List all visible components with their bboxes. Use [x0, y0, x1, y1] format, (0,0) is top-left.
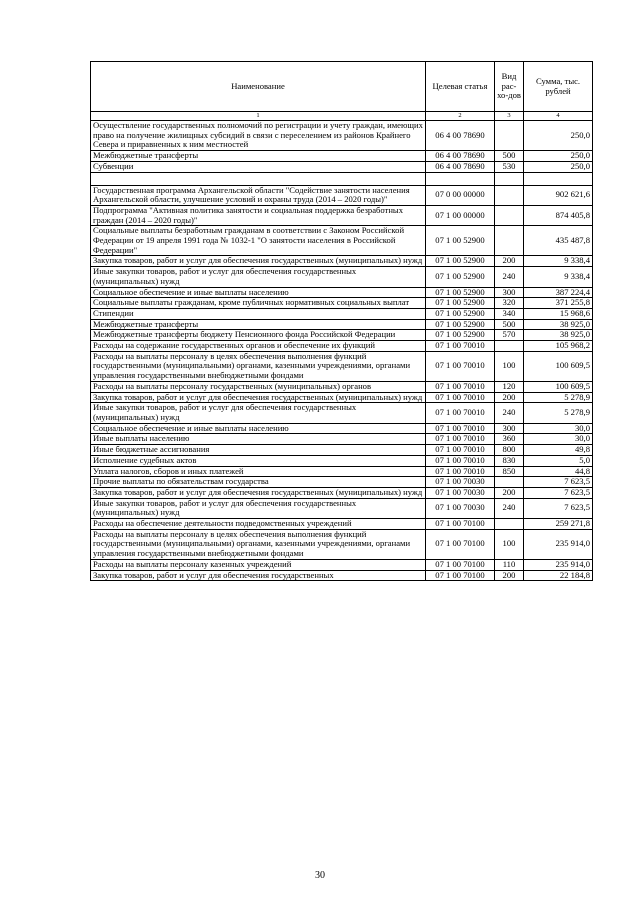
row-code-cell: 07 1 00 70010	[426, 445, 495, 456]
empty-cell	[426, 172, 495, 185]
row-name-cell: Прочие выплаты по обязательствам государства	[91, 477, 426, 488]
row-code-cell: 07 1 00 70010	[426, 434, 495, 445]
table-row	[91, 341, 593, 352]
row-code-cell: 07 1 00 70010	[426, 403, 495, 423]
row-expense-type-cell: 340	[495, 308, 524, 319]
row-code-cell: 07 1 00 70030	[426, 487, 495, 498]
table-row	[91, 477, 593, 488]
row-expense-type-cell: 320	[495, 298, 524, 309]
row-expense-type-cell	[495, 477, 524, 488]
row-expense-type-cell: 200	[495, 392, 524, 403]
row-expense-type-cell	[495, 185, 524, 205]
table-row	[91, 423, 593, 434]
row-expense-type-cell: 850	[495, 466, 524, 477]
row-sum-cell: 235 914,0	[524, 559, 593, 570]
table-header-row	[91, 62, 593, 112]
header-sum: Сумма, тыс. рублей	[524, 62, 593, 112]
row-sum-cell: 30,0	[524, 434, 593, 445]
table-row	[91, 434, 593, 445]
table-row	[91, 121, 593, 151]
row-name-cell: Уплата налогов, сборов и иных платежей	[91, 466, 426, 477]
row-code-cell: 07 1 00 70010	[426, 381, 495, 392]
table-body	[91, 121, 593, 581]
row-code-cell: 07 1 00 52900	[426, 226, 495, 256]
row-expense-type-cell: 200	[495, 256, 524, 267]
row-name-cell: Закупка товаров, работ и услуг для обеспечения государственных (муниципальных) нужд	[91, 487, 426, 498]
row-code-cell: 07 1 00 70100	[426, 559, 495, 570]
row-expense-type-cell: 100	[495, 351, 524, 381]
row-sum-cell: 250,0	[524, 161, 593, 172]
row-expense-type-cell: 120	[495, 381, 524, 392]
table-row	[91, 403, 593, 423]
row-name-cell: Подпрограмма "Активная политика занятости и социальная поддержка безработных граждан (2014 – 2020 годы)"	[91, 205, 426, 225]
row-code-cell: 07 1 00 52900	[426, 267, 495, 287]
row-code-cell: 07 1 00 70010	[426, 423, 495, 434]
row-expense-type-cell: 800	[495, 445, 524, 456]
row-name-cell: Иные выплаты населению	[91, 434, 426, 445]
row-sum-cell: 5 278,9	[524, 403, 593, 423]
table-row	[91, 559, 593, 570]
row-code-cell: 07 1 00 70030	[426, 477, 495, 488]
row-name-cell: Иные закупки товаров, работ и услуг для обеспечения государственных (муниципальных) нужд	[91, 498, 426, 518]
row-sum-cell: 371 255,8	[524, 298, 593, 309]
header-expense-type: Вид рас-хо-дов	[495, 62, 524, 112]
table-row	[91, 319, 593, 330]
row-sum-cell: 9 338,4	[524, 256, 593, 267]
row-name-cell: Иные закупки товаров, работ и услуг для обеспечения государственных (муниципальных) нужд	[91, 267, 426, 287]
row-expense-type-cell: 240	[495, 498, 524, 518]
row-name-cell: Расходы на выплаты персоналу казенных учреждений	[91, 559, 426, 570]
column-number: 1	[91, 112, 426, 121]
row-expense-type-cell: 500	[495, 319, 524, 330]
row-name-cell: Закупка товаров, работ и услуг для обеспечения государственных	[91, 570, 426, 581]
table-row	[91, 308, 593, 319]
row-sum-cell: 7 623,5	[524, 498, 593, 518]
row-sum-cell: 874 405,8	[524, 205, 593, 225]
row-sum-cell: 250,0	[524, 151, 593, 162]
row-expense-type-cell: 300	[495, 423, 524, 434]
row-name-cell: Социальное обеспечение и иные выплаты населению	[91, 423, 426, 434]
row-name-cell: Социальные выплаты гражданам, кроме публичных нормативных социальных выплат	[91, 298, 426, 309]
row-name-cell: Стипендии	[91, 308, 426, 319]
row-code-cell: 06 4 00 78690	[426, 151, 495, 162]
row-code-cell: 07 1 00 70010	[426, 455, 495, 466]
row-sum-cell: 9 338,4	[524, 267, 593, 287]
row-expense-type-cell: 200	[495, 570, 524, 581]
row-expense-type-cell: 360	[495, 434, 524, 445]
row-name-cell: Социальные выплаты безработным гражданам в соответствии с Законом Российской Федерации от 19 апреля 1991 года № 1032-1 "О занятости населения в Российской Федерации"	[91, 226, 426, 256]
row-sum-cell: 100 609,5	[524, 381, 593, 392]
row-sum-cell: 5,0	[524, 455, 593, 466]
row-name-cell: Субвенции	[91, 161, 426, 172]
row-name-cell: Расходы на выплаты персоналу государственных (муниципальных) органов	[91, 381, 426, 392]
row-name-cell: Исполнение судебных актов	[91, 455, 426, 466]
row-expense-type-cell: 200	[495, 487, 524, 498]
header-name: Наименование	[91, 62, 426, 112]
row-code-cell: 07 1 00 70010	[426, 466, 495, 477]
table-row	[91, 287, 593, 298]
table-row	[91, 256, 593, 267]
row-sum-cell: 22 184,8	[524, 570, 593, 581]
table-row	[91, 487, 593, 498]
row-expense-type-cell: 240	[495, 267, 524, 287]
row-sum-cell: 7 623,5	[524, 487, 593, 498]
column-number: 2	[426, 112, 495, 121]
row-sum-cell: 15 968,6	[524, 308, 593, 319]
row-code-cell: 07 1 00 70010	[426, 392, 495, 403]
row-code-cell: 07 1 00 70010	[426, 351, 495, 381]
empty-cell	[91, 172, 426, 185]
table-row	[91, 381, 593, 392]
row-code-cell: 06 4 00 78690	[426, 121, 495, 151]
row-code-cell: 07 1 00 00000	[426, 205, 495, 225]
table-row	[91, 570, 593, 581]
table-row	[91, 351, 593, 381]
row-expense-type-cell: 830	[495, 455, 524, 466]
page-number: 30	[315, 870, 325, 881]
row-code-cell: 07 1 00 52900	[426, 319, 495, 330]
table-row	[91, 161, 593, 172]
row-name-cell: Осуществление государственных полномочий по регистрации и учету граждан, имеющих право на получение жилищных субсидий в связи с переселением из районов Крайнего Севера и приравненных к ним местностей	[91, 121, 426, 151]
table-row	[91, 445, 593, 456]
row-code-cell: 07 1 00 52900	[426, 287, 495, 298]
row-name-cell: Расходы на обеспечение деятельности подведомственных учреждений	[91, 519, 426, 530]
row-sum-cell: 38 925,0	[524, 330, 593, 341]
row-expense-type-cell	[495, 519, 524, 530]
row-sum-cell: 49,8	[524, 445, 593, 456]
table-row	[91, 226, 593, 256]
row-sum-cell: 5 278,9	[524, 392, 593, 403]
row-expense-type-cell: 570	[495, 330, 524, 341]
row-expense-type-cell	[495, 341, 524, 352]
row-code-cell: 07 1 00 70010	[426, 341, 495, 352]
table-row	[91, 205, 593, 225]
row-expense-type-cell: 240	[495, 403, 524, 423]
row-code-cell: 07 1 00 70030	[426, 498, 495, 518]
table-row	[91, 529, 593, 559]
table-row	[91, 298, 593, 309]
row-name-cell: Расходы на выплаты персоналу в целях обеспечения выполнения функций государственными (муниципальными) органами, казенными учреждениями, органами управления государственными внебюджетными фондами	[91, 351, 426, 381]
row-sum-cell: 235 914,0	[524, 529, 593, 559]
column-number: 4	[524, 112, 593, 121]
row-expense-type-cell	[495, 121, 524, 151]
row-code-cell: 07 1 00 70100	[426, 529, 495, 559]
row-code-cell: 07 1 00 52900	[426, 298, 495, 309]
row-sum-cell: 7 623,5	[524, 477, 593, 488]
row-sum-cell: 44,8	[524, 466, 593, 477]
row-name-cell: Межбюджетные трансферты бюджету Пенсионного фонда Российской Федерации	[91, 330, 426, 341]
row-sum-cell: 387 224,4	[524, 287, 593, 298]
row-name-cell: Расходы на содержание государственных органов и обеспечение их функций	[91, 341, 426, 352]
header-target-article: Целевая статья	[426, 62, 495, 112]
row-name-cell: Государственная программа Архангельской области "Содействие занятости населения Архангельской области, улучшение условий и охраны труда (2014 – 2020 годы)"	[91, 185, 426, 205]
row-name-cell: Межбюджетные трансферты	[91, 319, 426, 330]
budget-table	[90, 61, 593, 581]
row-sum-cell: 30,0	[524, 423, 593, 434]
column-number: 3	[495, 112, 524, 121]
table-row	[91, 267, 593, 287]
row-expense-type-cell	[495, 205, 524, 225]
table-row	[91, 185, 593, 205]
row-expense-type-cell: 110	[495, 559, 524, 570]
row-name-cell: Иные закупки товаров, работ и услуг для обеспечения государственных (муниципальных) нужд	[91, 403, 426, 423]
table-row	[91, 392, 593, 403]
spacer-row	[91, 172, 593, 185]
row-sum-cell: 250,0	[524, 121, 593, 151]
row-expense-type-cell: 530	[495, 161, 524, 172]
row-expense-type-cell: 100	[495, 529, 524, 559]
row-expense-type-cell: 300	[495, 287, 524, 298]
empty-cell	[495, 172, 524, 185]
row-sum-cell: 902 621,6	[524, 185, 593, 205]
table-row	[91, 330, 593, 341]
row-code-cell: 06 4 00 78690	[426, 161, 495, 172]
table-row	[91, 455, 593, 466]
row-code-cell: 07 1 00 52900	[426, 308, 495, 319]
row-expense-type-cell	[495, 226, 524, 256]
row-sum-cell: 38 925,0	[524, 319, 593, 330]
table-row	[91, 519, 593, 530]
row-code-cell: 07 1 00 52900	[426, 256, 495, 267]
row-code-cell: 07 1 00 70100	[426, 519, 495, 530]
table-row	[91, 498, 593, 518]
row-code-cell: 07 1 00 70100	[426, 570, 495, 581]
row-name-cell: Иные бюджетные ассигнования	[91, 445, 426, 456]
row-name-cell: Межбюджетные трансферты	[91, 151, 426, 162]
table-row	[91, 151, 593, 162]
row-sum-cell: 259 271,8	[524, 519, 593, 530]
row-sum-cell: 435 487,8	[524, 226, 593, 256]
row-name-cell: Закупка товаров, работ и услуг для обеспечения государственных (муниципальных) нужд	[91, 392, 426, 403]
row-name-cell: Закупка товаров, работ и услуг для обеспечения государственных (муниципальных) нужд	[91, 256, 426, 267]
row-expense-type-cell: 500	[495, 151, 524, 162]
empty-cell	[524, 172, 593, 185]
row-sum-cell: 100 609,5	[524, 351, 593, 381]
row-sum-cell: 105 968,2	[524, 341, 593, 352]
row-code-cell: 07 1 00 52900	[426, 330, 495, 341]
row-code-cell: 07 0 00 00000	[426, 185, 495, 205]
row-name-cell: Расходы на выплаты персоналу в целях обеспечения выполнения функций государственными (муниципальными) органами, казенными учреждениями, органами управления государственными внебюджетными фондами	[91, 529, 426, 559]
table-row	[91, 466, 593, 477]
row-name-cell: Социальное обеспечение и иные выплаты населению	[91, 287, 426, 298]
